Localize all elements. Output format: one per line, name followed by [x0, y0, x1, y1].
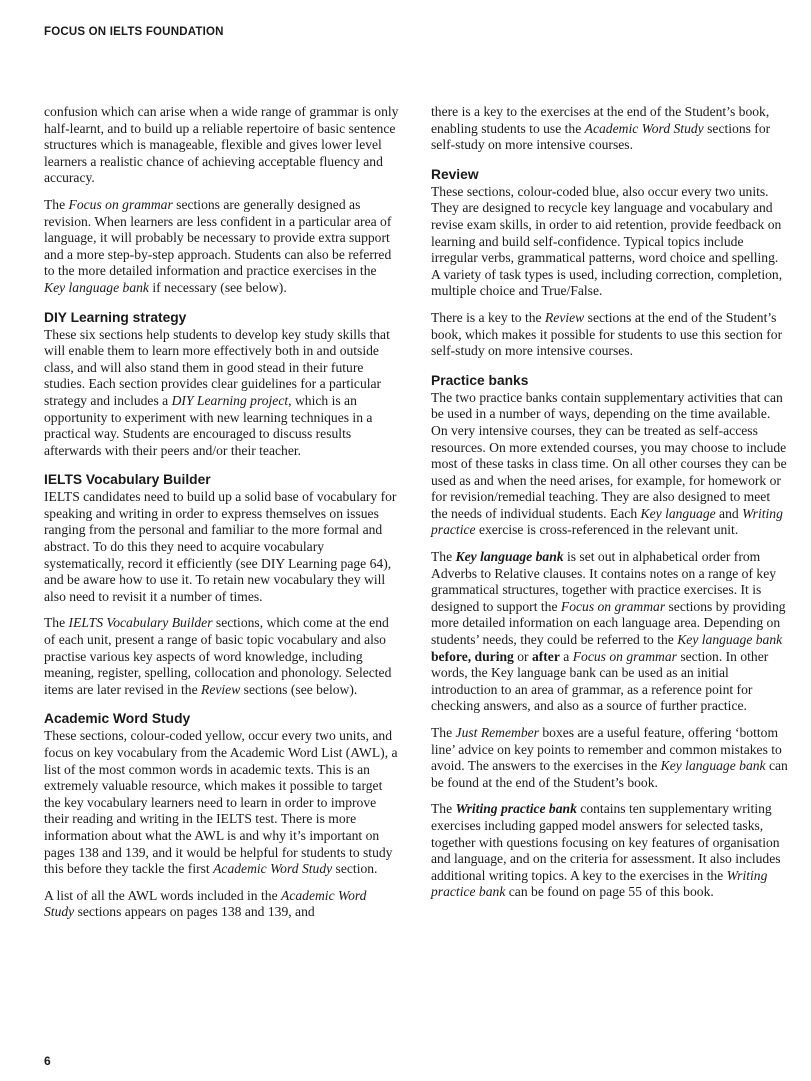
paragraph: These sections, colour-coded blue, also occur every two units. They are designed to recycle key language and vocabulary and revise exam skills, in order to aid retention, provide feedback on learning and build self-confidence. Typical topics include irregular verbs, grammatical patterns, word choice and spelling. A variety of task types is used, including correction, completion, multiple choice and True/False. — [431, 183, 783, 299]
section-heading-vocabulary-builder: IELTS Vocabulary Builder — [44, 472, 211, 488]
paragraph: confusion which can arise when a wide range of grammar is only half-learnt, and to build up a reliable repertoire of basic sentence structures which is manageable, flexible and gives lower level learners a realistic chance of achieving acceptable fluency and accuracy. — [44, 104, 399, 186]
paragraph: The two practice banks contain supplementary activities that can be used in a number of ways, depending on the time available. On very intensive courses, they can be treated as self-access resources. On more extended courses, you may choose to include most of these tasks in class time. On all other courses they can be used as and when the need arises, for example, for homework or for revision/remedial teaching. They are also designed to meet the needs of individual students. Each Key language and Writing practice exercise is cross-referenced in the relevant unit. — [431, 389, 787, 538]
paragraph: IELTS candidates need to build up a solid base of vocabulary for speaking and writing in order to express themselves on issues ranging from the personal and familiar to the more formal and abstract. To do this they need to acquire vocabulary systematically, record it efficiently (see DIY Learning page 64), and be aware how to use it. To retain new vocabulary they will also need to revisit it a number of times. — [44, 489, 397, 604]
paragraph: A list of all the AWL words included in the Academic Word Study sections appears on pages 138 and 139, and — [44, 887, 367, 920]
paragraph: The Key language bank is set out in alphabetical order from Adverbs to Relative clauses. It contains notes on a range of key grammatical structures, together with practice exercises. It is designed to support the Focus on grammar sections by providing more detailed information on each language area. Depending on students’ needs, they could be referred to the Key language bank before, during or after a Focus on grammar section. In other words, the Key language bank can be used as an initial introduction to an area of grammar, as a reference point for checking answers, and also as a source of further practice. — [431, 549, 786, 714]
section-heading-academic-word-study: Academic Word Study — [44, 711, 191, 727]
left-column — [44, 104, 400, 931]
paragraph: The IELTS Vocabulary Builder sections, which come at the end of each unit, present a range of basic topic vocabulary and also practise various key aspects of word knowledge, including meaning, register, spelling, collocation and phonology. Selected items are later revised in the Review sections (see below). — [44, 615, 392, 697]
section-heading-review: Review — [431, 166, 479, 182]
page-number: 6 — [44, 1054, 51, 1068]
paragraph: there is a key to the exercises at the end of the Student’s book, enabling students to use the Academic Word Study sections for self-study on more intensive courses. — [431, 104, 771, 153]
section-heading-diy: DIY Learning strategy — [44, 309, 187, 325]
paragraph: These six sections help students to develop key study skills that will enable them to learn more effectively both in and outside class, and will also stand them in good stead in their future studies. Each section provides clear guidelines for a particular strategy and includes a DIY Learning project, which is an opportunity to experiment with new learning techniques in a practical way. Students are encouraged to discuss results afterwards with their peers and/or their teacher. — [44, 326, 390, 458]
right-column — [431, 104, 789, 911]
paragraph: The Writing practice bank contains ten supplementary writing exercises including gapped model answers for selected tasks, together with questions focusing on key features of organisation and language, and on the criteria for assessment. It also includes additional writing topics. A key to the exercises in the Writing practice bank can be found on page 55 of this book. — [431, 801, 781, 900]
paragraph: The Focus on grammar sections are generally designed as revision. When learners are less confident in a particular area of language, it will probably be necessary to provide extra support and a more step-by-step approach. Students can also be referred to the more detailed information and practice exercises in the Key language bank if necessary (see below). — [44, 196, 392, 295]
paragraph: These sections, colour-coded yellow, occur every two units, and focus on key vocabulary from the Academic Word List (AWL), a list of the most common words in academic texts. This is an extremely valuable resource, which makes it possible to target the key vocabulary learners need to learn in order to improve their reading and writing in the IELTS test. There is more information about what the AWL is and why it’s important on pages 138 and 139, and it would be helpful for students to study this before they tackle the first Academic Word Study section. — [44, 728, 398, 877]
section-heading-practice-banks: Practice banks — [431, 372, 529, 388]
paragraph: The Just Remember boxes are a useful feature, offering ‘bottom line’ advice on key points to remember and common mistakes to avoid. The answers to the exercises in the Key language bank can be found at the end of the Student’s book. — [431, 725, 788, 790]
running-header: FOCUS ON IELTS FOUNDATION — [44, 26, 224, 38]
paragraph: There is a key to the Review sections at the end of the Student’s book, which makes it possible for students to use this section for self-study on more intensive courses. — [431, 309, 783, 359]
